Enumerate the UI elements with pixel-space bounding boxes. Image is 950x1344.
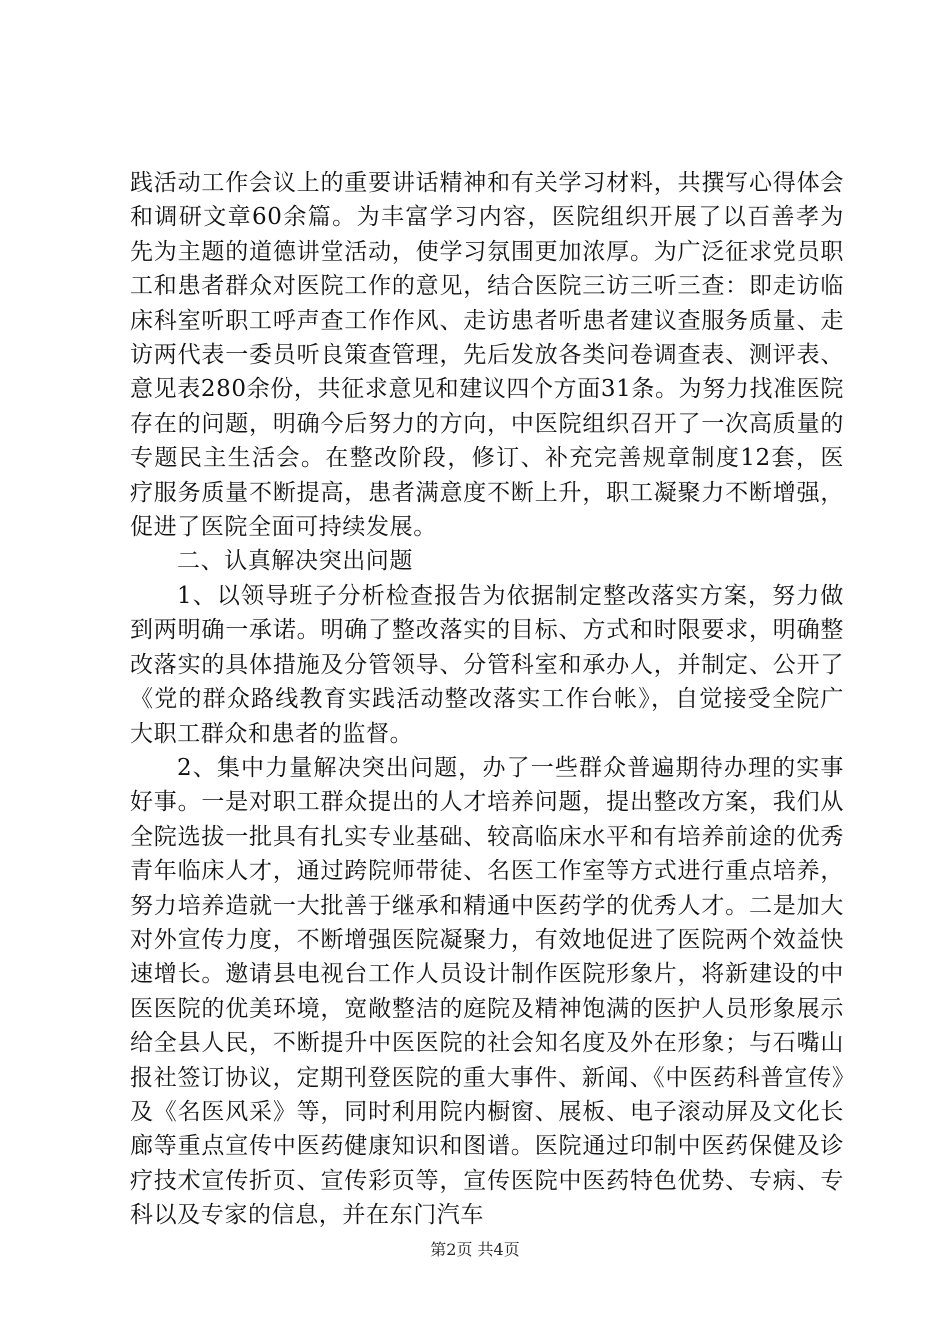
- section-heading: 二、认真解决突出问题: [177, 548, 413, 575]
- paragraph-item-2: 2、集中力量解决突出问题，办了一些群众普遍期待办理的实事好事。一是对职工群众提出的人才培养问题，提出整改方案，我们从全院选拔一批具有扎实专业基础、较高临床水平和有培养前途的优秀青年临床人才，通过跨院师带徒、名医工作室等方式进行重点培养，努力培养造就一大批善于继承和精通中医药学的优秀人才。二是加大对外宣传力度，不断增强医院凝聚力，有效地促进了医院两个效益快速增长。邀请县电视台工作人员设计制作医院形象片，将新建设的中医医院的优美环境，宽敞整洁的庭院及精神饱满的医护人员形象展示给全县人民，不断提升中医医院的社会知名度及外在形象；与石嘴山报社签订协议，定期刊登医院的重大事件、新闻、《中医药科普宣传》及《名医风采》等，同时利用院内橱窗、展板、电子滚动屏及文化长廊等重点宣传中医药健康知识和图谱。医院通过印制中医药保健及诊疗技术宣传折页、宣传彩页等，宣传医院中医药特色优势、专病、专科以及专家的信息，并在东门汽车: [130, 754, 844, 1229]
- body-text: [130, 166, 844, 1233]
- page-number-footer: 第2页 共4页: [430, 1240, 520, 1259]
- paragraph-item-1: 1、以领导班子分析检查报告为依据制定整改落实方案，努力做到两明确一承诺。明确了整改落实的目标、方式和时限要求，明确整改落实的具体措施及分管领导、分管科室和承办人，并制定、公开了《党的群众路线教育实践活动整改落实工作台帐》，自觉接受全院广大职工群众和患者的监督。: [130, 582, 844, 747]
- paragraph-continuation: 践活动工作会议上的重要讲话精神和有关学习材料，共撰写心得体会和调研文章60余篇。为丰富学习内容，医院组织开展了以百善孝为先为主题的道德讲堂活动，使学习氛围更加浓厚。为广泛征求党员职工和患者群众对医院工作的意见，结合医院三访三听三查：即走访临床科室听职工呼声查工作作风、走访患者听患者建议查服务质量、走访两代表一委员听良策查管理，先后发放各类问卷调查表、测评表、意见表280余份，共征求意见和建议四个方面31条。为努力找准医院存在的问题，明确今后努力的方向，中医院组织召开了一次高质量的专题民主生活会。在整改阶段，修订、补充完善规章制度12套，医疗服务质量不断提高，患者满意度不断上升，职工凝聚力不断增强，促进了医院全面可持续发展。: [130, 170, 844, 541]
